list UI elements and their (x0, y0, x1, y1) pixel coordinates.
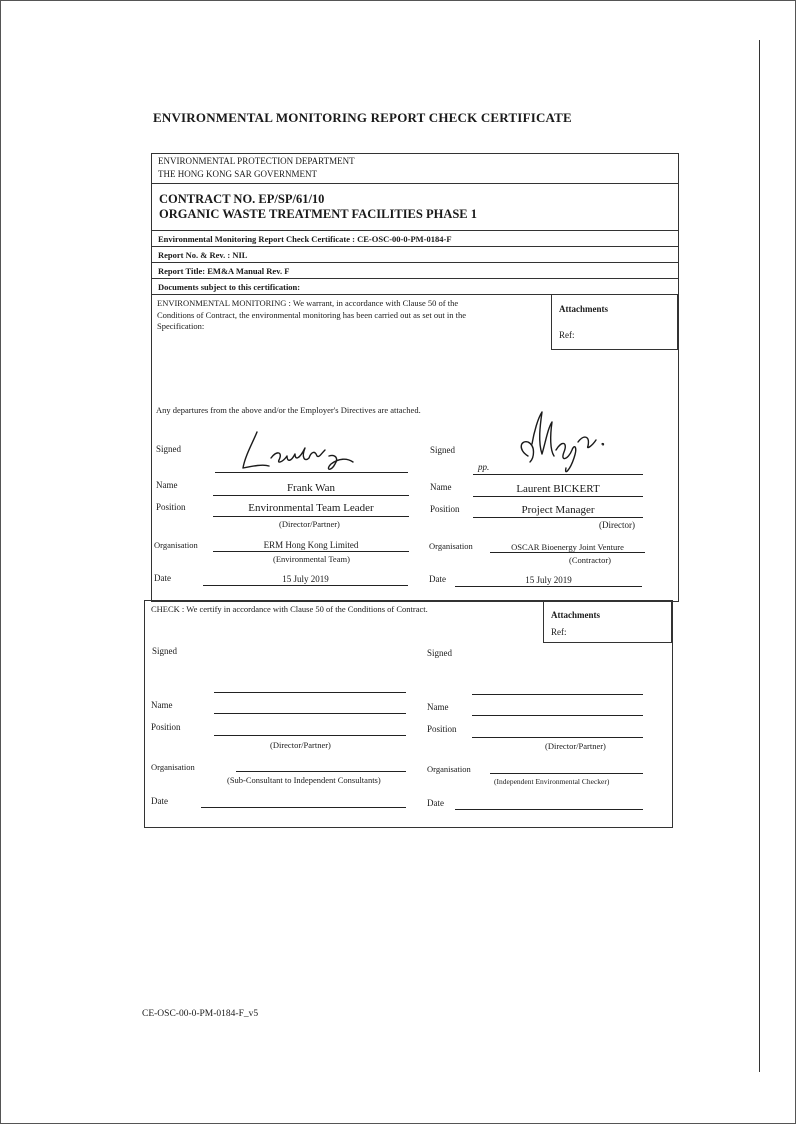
check-left-date-line (201, 807, 406, 808)
divider (151, 183, 678, 184)
check-left-role: (Director/Partner) (270, 740, 331, 750)
right-role: (Director) (599, 520, 635, 530)
monitoring-ref-label: Ref: (559, 330, 575, 340)
check-left-organisation-label: Organisation (151, 762, 195, 772)
check-left-date-label: Date (151, 796, 168, 806)
right-date-label: Date (429, 574, 446, 584)
check-left-name-label: Name (151, 700, 173, 710)
check-right-signed-label: Signed (427, 648, 453, 658)
divider (151, 230, 678, 231)
check-right-role: (Director/Partner) (545, 741, 606, 751)
monitoring-statement-line-1: ENVIRONMENTAL MONITORING : We warrant, in accordance with Clause 50 of the (157, 298, 459, 308)
right-signed-line (473, 474, 643, 475)
check-right-position-line (472, 737, 643, 738)
left-signed-label: Signed (156, 444, 182, 454)
check-attachments-label: Attachments (551, 610, 600, 620)
divider (151, 246, 678, 247)
left-date-label: Date (154, 573, 171, 583)
certificate-reference: Environmental Monitoring Report Check Certificate : CE-OSC-00-0-PM-0184-F (158, 234, 452, 244)
monitoring-statement-line-2: Conditions of Contract, the environmental monitoring has been carried out as set out in the (157, 310, 467, 320)
right-position-line (473, 517, 643, 518)
divider (151, 278, 678, 279)
left-name-line (213, 495, 409, 496)
left-signed-line (215, 472, 408, 473)
footer-document-code: CE-OSC-00-0-PM-0184-F_v5 (142, 1009, 259, 1019)
right-signature (508, 406, 608, 478)
left-position-line (213, 516, 409, 517)
check-right-name-label: Name (427, 702, 449, 712)
check-right-name-line (472, 715, 643, 716)
monitoring-statement-line-3: Specification: (157, 321, 205, 331)
left-organisation-label: Organisation (154, 540, 198, 550)
right-position-label: Position (430, 504, 460, 514)
left-date-line (203, 585, 408, 586)
right-organisation-value: OSCAR Bioenergy Joint Venture (511, 542, 624, 552)
left-name-label: Name (156, 480, 178, 490)
check-right-organisation-line (490, 773, 643, 774)
right-date-value: 15 July 2019 (525, 575, 572, 585)
contract-number: CONTRACT NO. EP/SP/61/10 (159, 192, 325, 206)
right-name-value: Laurent BICKERT (516, 483, 600, 495)
government-label: THE HONG KONG SAR GOVERNMENT (158, 169, 317, 179)
check-right-signed-line (472, 694, 643, 695)
check-right-org-role: (Independent Environmental Checker) (494, 777, 610, 786)
check-left-signed-label: Signed (152, 646, 178, 656)
scan-edge-line (759, 40, 760, 1072)
right-signed-label: Signed (430, 445, 456, 455)
documents-subject: Documents subject to this certification: (158, 282, 301, 292)
right-organisation-label: Organisation (429, 541, 473, 551)
report-number: Report No. & Rev. : NIL (158, 250, 248, 260)
left-signature (235, 428, 365, 476)
left-position-label: Position (156, 502, 186, 512)
document-title: ENVIRONMENTAL MONITORING REPORT CHECK CERTIFICATE (153, 110, 572, 125)
right-date-line (455, 586, 642, 587)
check-ref-label: Ref: (551, 627, 567, 637)
check-left-org-role: (Sub-Consultant to Independent Consultants) (227, 775, 381, 785)
monitoring-attachments-box (551, 294, 678, 350)
right-name-label: Name (430, 482, 452, 492)
left-date-value: 15 July 2019 (282, 574, 329, 584)
check-left-organisation-line (236, 771, 406, 772)
left-org-role: (Environmental Team) (273, 554, 350, 564)
check-right-position-label: Position (427, 724, 457, 734)
check-left-position-label: Position (151, 722, 181, 732)
left-organisation-line (213, 551, 409, 552)
right-org-role: (Contractor) (569, 555, 612, 565)
monitoring-attachments-label: Attachments (559, 304, 608, 314)
pp-mark: pp. (478, 462, 490, 472)
left-position-value: Environmental Team Leader (248, 502, 374, 514)
check-left-signed-line (214, 692, 406, 693)
right-name-line (473, 496, 643, 497)
check-right-date-line (455, 809, 643, 810)
right-position-value: Project Manager (521, 504, 595, 516)
project-title: ORGANIC WASTE TREATMENT FACILITIES PHASE 1 (159, 207, 478, 221)
report-title: Report Title: EM&A Manual Rev. F (158, 266, 290, 276)
left-role: (Director/Partner) (279, 519, 340, 529)
right-organisation-line (490, 552, 645, 553)
left-name-value: Frank Wan (286, 482, 336, 494)
check-left-name-line (214, 713, 406, 714)
check-left-position-line (214, 735, 406, 736)
departures-note: Any departures from the above and/or the Employer's Directives are attached. (156, 405, 421, 415)
check-right-date-label: Date (427, 798, 444, 808)
divider (151, 262, 678, 263)
department-label: ENVIRONMENTAL PROTECTION DEPARTMENT (158, 156, 355, 166)
left-organisation-value: ERM Hong Kong Limited (263, 540, 359, 550)
check-statement: CHECK : We certify in accordance with Clause 50 of the Conditions of Contract. (151, 604, 428, 614)
check-right-organisation-label: Organisation (427, 764, 471, 774)
